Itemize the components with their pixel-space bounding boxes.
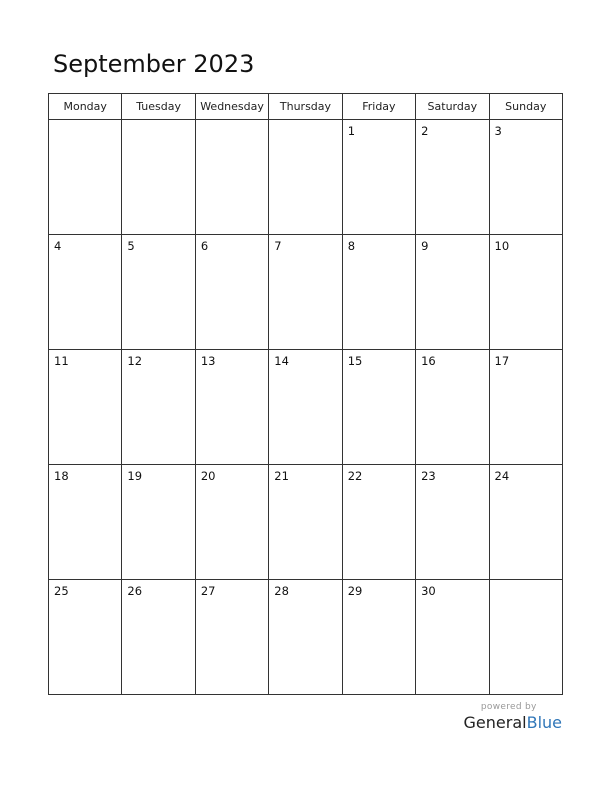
day-number (269, 120, 341, 124)
day-number: 26 (127, 584, 143, 598)
weekday-header-saturday: Saturday (416, 94, 489, 120)
day-cell (269, 235, 342, 350)
day-cell (342, 465, 415, 580)
week-row (49, 465, 563, 580)
logo-blue-text: Blue (526, 713, 562, 732)
weekday-header-thursday: Thursday (269, 94, 342, 120)
day-number: 23 (421, 469, 436, 483)
day-cell (195, 350, 268, 465)
day-number: 14 (274, 354, 289, 368)
day-cell (489, 580, 562, 695)
day-cell (195, 120, 268, 235)
logo-general-text: General (463, 713, 527, 732)
day-number: 16 (421, 354, 436, 368)
day-number (122, 120, 194, 124)
day-number: 9 (421, 239, 429, 253)
day-number: 1 (347, 124, 356, 138)
day-cell (49, 580, 122, 695)
day-number: 5 (127, 239, 135, 253)
day-cell (489, 235, 562, 350)
powered-by-text: powered by (480, 702, 537, 712)
day-number: 2 (421, 124, 429, 138)
weekday-header-monday: Monday (49, 94, 122, 120)
day-cell (489, 465, 562, 580)
day-number: 17 (494, 354, 510, 368)
day-number: 24 (494, 469, 510, 483)
day-cell (342, 120, 415, 235)
day-number: 12 (127, 354, 143, 368)
day-cell (489, 350, 562, 465)
weekday-header-sunday: Sunday (489, 94, 562, 120)
brand-footer (464, 702, 562, 732)
weekday-header-wednesday: Wednesday (195, 94, 268, 120)
day-number: 28 (274, 584, 289, 598)
day-cell (416, 580, 489, 695)
day-cell (416, 120, 489, 235)
day-number: 20 (200, 469, 216, 483)
day-number: 7 (274, 239, 282, 253)
day-cell (122, 580, 195, 695)
day-number: 3 (494, 124, 502, 138)
day-number: 25 (54, 584, 69, 598)
day-cell (416, 235, 489, 350)
day-cell (416, 350, 489, 465)
day-number: 19 (127, 469, 143, 483)
day-cell (195, 580, 268, 695)
day-cell (342, 235, 415, 350)
day-number: 22 (347, 469, 363, 483)
day-cell (269, 465, 342, 580)
day-cell (49, 465, 122, 580)
weekday-header-row (49, 94, 563, 120)
day-number: 30 (421, 584, 436, 598)
day-number (490, 580, 562, 584)
day-number: 4 (54, 239, 62, 253)
day-cell (416, 465, 489, 580)
page-title: September 2023 (53, 50, 255, 78)
day-cell (342, 580, 415, 695)
day-cell (122, 120, 195, 235)
day-number: 13 (200, 354, 216, 368)
week-row (49, 580, 563, 695)
day-number: 21 (274, 469, 289, 483)
day-cell (195, 235, 268, 350)
day-number: 10 (494, 239, 510, 253)
day-number: 8 (347, 239, 356, 253)
day-number: 15 (347, 354, 363, 368)
day-cell (49, 350, 122, 465)
day-cell (195, 465, 268, 580)
day-cell (269, 350, 342, 465)
day-number (49, 120, 121, 124)
weekday-header-tuesday: Tuesday (122, 94, 195, 120)
day-number: 27 (200, 584, 216, 598)
day-cell (489, 120, 562, 235)
day-cell (269, 580, 342, 695)
day-number: 11 (54, 354, 69, 368)
day-number: 6 (200, 239, 209, 253)
day-cell (269, 120, 342, 235)
weekday-header-friday: Friday (342, 94, 415, 120)
day-cell (49, 120, 122, 235)
week-row (49, 350, 563, 465)
day-number: 29 (347, 584, 363, 598)
day-cell (122, 350, 195, 465)
day-cell (122, 235, 195, 350)
day-cell (49, 235, 122, 350)
generalblue-logo (464, 713, 562, 732)
day-cell (342, 350, 415, 465)
day-number: 18 (54, 469, 69, 483)
day-number (196, 120, 268, 124)
calendar-grid (48, 93, 563, 695)
week-row (49, 235, 563, 350)
week-row (49, 120, 563, 235)
day-cell (122, 465, 195, 580)
